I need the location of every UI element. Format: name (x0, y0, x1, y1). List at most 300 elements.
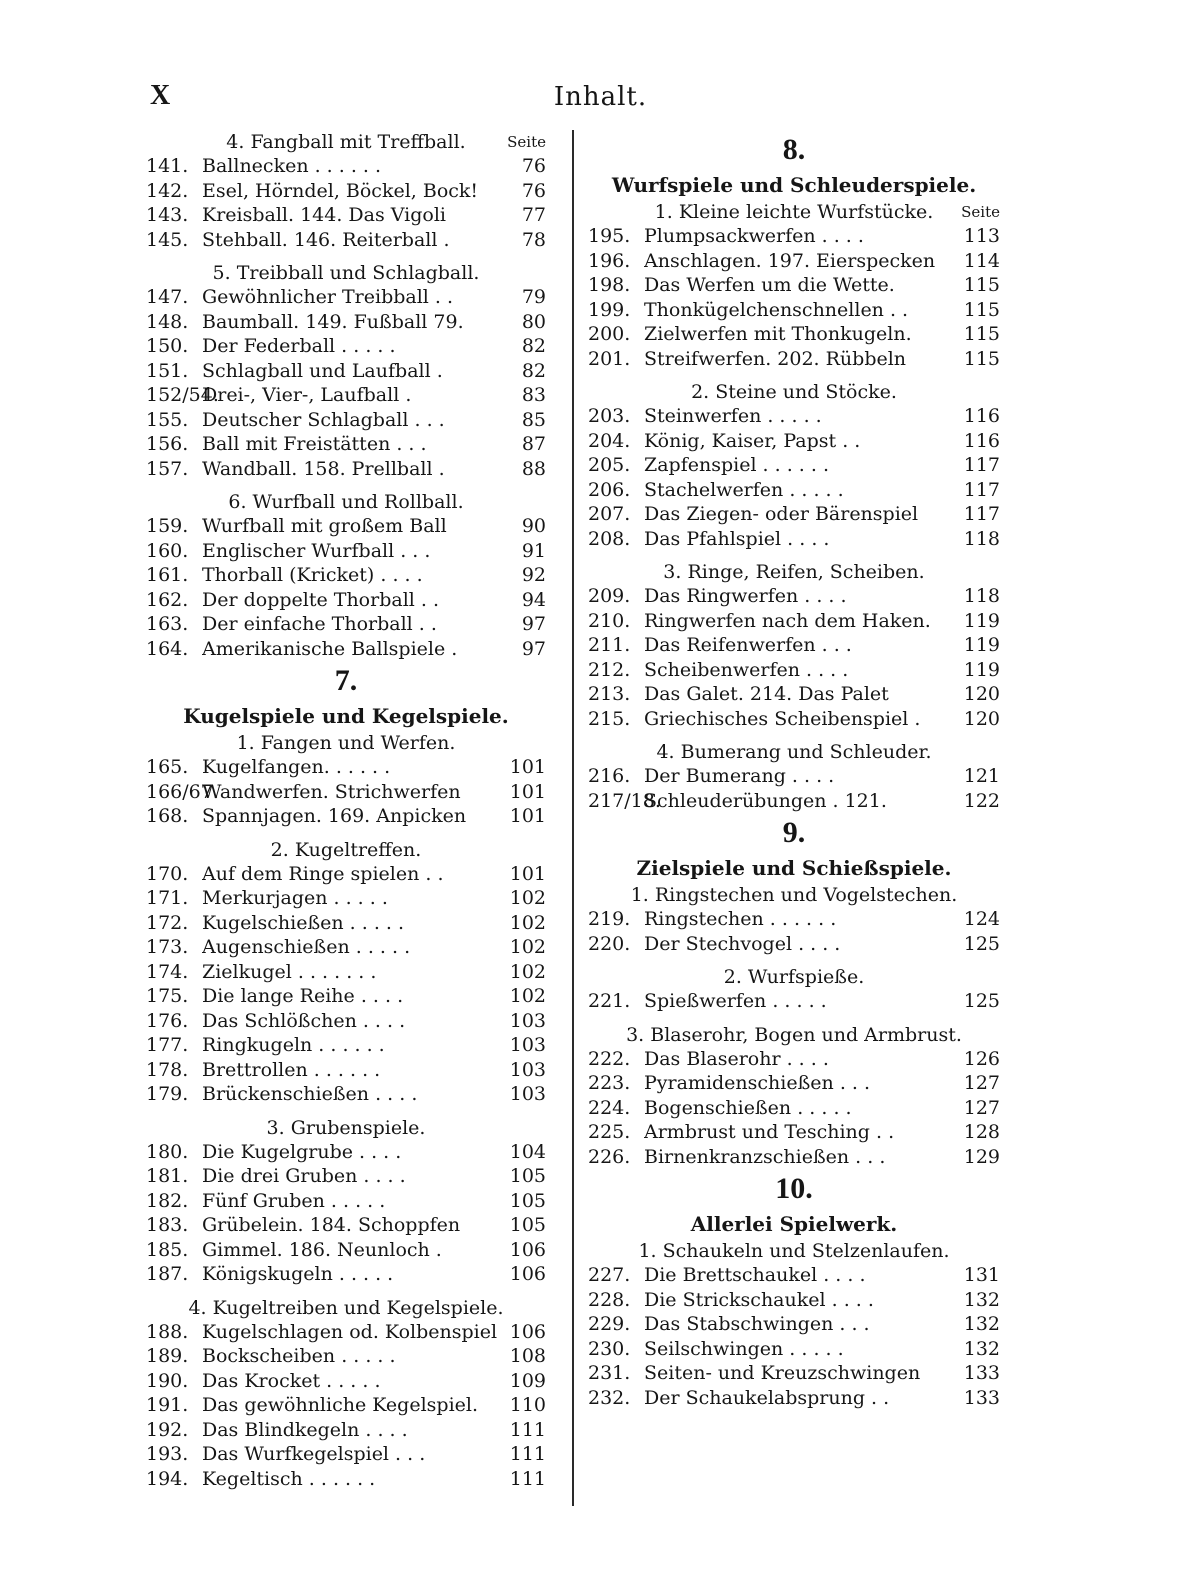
entry-title: Zielkugel . . . . . . . (202, 960, 377, 983)
entry-number: 213. (588, 683, 631, 705)
section-heading (146, 130, 546, 154)
entry-number: 192. (146, 1418, 189, 1441)
entry-number: 172. (146, 911, 189, 934)
chapter-number: 10. (775, 1172, 813, 1205)
entry-title: Das Ringwerfen . . . . (644, 585, 847, 607)
entry-number: 216. (588, 765, 631, 787)
entry-number: 164. (146, 637, 189, 660)
entry-page: 94 (521, 588, 546, 611)
toc-entry (146, 1164, 546, 1189)
entry-title: Das Krocket . . . . . (202, 1369, 381, 1392)
section-heading (588, 1239, 1000, 1263)
entry-page: 111 (509, 1443, 546, 1465)
entry-page: 105 (509, 1165, 546, 1187)
entry-number: 227. (588, 1264, 631, 1286)
entry-title: Der Stechvogel . . . . (644, 932, 841, 955)
section-heading-label: 2. Wurfspieße. (723, 966, 865, 988)
entry-page: 77 (521, 204, 546, 226)
entry-page: 121 (963, 765, 1000, 787)
section-heading-label: 4. Bumerang und Schleuder. (656, 741, 932, 763)
section-heading (146, 1296, 546, 1320)
toc-entry (146, 984, 546, 1009)
toc-entry (146, 1213, 546, 1238)
entry-number: 180. (146, 1140, 189, 1163)
entry-number: 198. (588, 274, 631, 296)
entry-page: 125 (963, 932, 1000, 955)
entry-number: 143. (146, 204, 189, 226)
entry-page: 113 (963, 225, 1000, 247)
spacer (146, 1107, 546, 1116)
toc-entry (146, 1140, 546, 1165)
entry-number: 232. (588, 1386, 631, 1409)
entry-page: 104 (509, 1140, 546, 1163)
entry-number: 145. (146, 228, 189, 251)
entry-page: 127 (963, 1072, 1000, 1094)
section-heading (588, 200, 1000, 224)
entry-title: Birnenkranzschießen . . . (644, 1145, 886, 1168)
toc-entry (588, 1337, 1000, 1362)
entry-title: Das Blaserohr . . . . (644, 1047, 829, 1070)
toc-entry (588, 1120, 1000, 1145)
entry-number: 215. (588, 707, 631, 730)
entry-title: Die Brettschaukel . . . . (644, 1264, 866, 1286)
entry-title: Baumball. 149. Fußball 79. (202, 310, 464, 333)
entry-page: 97 (521, 637, 546, 660)
toc-entry (146, 588, 546, 613)
entry-title: Gimmel. 186. Neunloch . (202, 1238, 442, 1261)
entry-title: Das Galet. 214. Das Palet (644, 683, 889, 705)
toc-entry (146, 1009, 546, 1034)
entry-title: Thorball (Kricket) . . . . (202, 564, 423, 586)
entry-title: Schleuderübungen . 121. (644, 789, 887, 812)
entry-page: 105 (509, 1189, 546, 1212)
toc-entry (588, 347, 1000, 372)
entry-number: 171. (146, 887, 189, 909)
entry-title: Zapfenspiel . . . . . . (644, 454, 829, 476)
toc-entry (588, 224, 1000, 249)
spacer (588, 371, 1000, 380)
entry-page: 90 (521, 515, 546, 537)
section-heading-label: 5. Treibball und Schlagball. (212, 262, 480, 284)
entry-page: 83 (521, 384, 546, 406)
entry-number: 200. (588, 323, 631, 345)
entry-number: 207. (588, 503, 631, 525)
entry-page: 120 (963, 683, 1000, 705)
toc-entry (588, 429, 1000, 454)
entry-title: Brückenschießen . . . . (202, 1083, 418, 1105)
entry-page: 132 (963, 1313, 1000, 1335)
section-heading (588, 1023, 1000, 1047)
entry-page: 106 (509, 1263, 546, 1285)
entry-page: 111 (509, 1418, 546, 1441)
entry-title: Merkurjagen . . . . . (202, 887, 388, 909)
entry-page: 82 (521, 359, 546, 382)
entry-title: Plumpsackwerfen . . . . (644, 225, 864, 247)
entry-number: 189. (146, 1345, 189, 1367)
toc-entry (588, 633, 1000, 658)
entry-title: Die lange Reihe . . . . (202, 985, 404, 1007)
entry-title: Wandball. 158. Prellball . (202, 457, 445, 480)
chapter-number: 9. (782, 816, 806, 849)
entry-title: Das Pfahlspiel . . . . (644, 527, 830, 550)
toc-entry (146, 1442, 546, 1467)
entry-number: 219. (588, 908, 631, 930)
entry-title: Ball mit Freistätten . . . (202, 433, 427, 455)
entry-page: 85 (521, 408, 546, 431)
entry-title: Kugelfangen. . . . . . (202, 756, 391, 778)
toc-entry (146, 1320, 546, 1345)
entry-title: Der Federball . . . . . (202, 335, 396, 357)
entry-page: 119 (963, 658, 1000, 681)
toc-entry (588, 527, 1000, 552)
entry-page: 127 (963, 1096, 1000, 1119)
entry-page: 102 (509, 887, 546, 909)
entry-title: König, Kaiser, Papst . . (644, 429, 861, 452)
toc-entry (588, 1047, 1000, 1072)
entry-title: Fünf Gruben . . . . . (202, 1189, 386, 1212)
entry-page: 111 (509, 1467, 546, 1490)
toc-entry (146, 514, 546, 539)
entry-title: Griechisches Scheibenspiel . (644, 707, 921, 730)
toc-entry (146, 154, 546, 179)
entry-page: 133 (963, 1386, 1000, 1409)
page-title: Inhalt. (553, 82, 648, 112)
entry-page: 118 (963, 585, 1000, 607)
entry-page: 78 (521, 228, 546, 251)
entry-number: 165. (146, 756, 189, 778)
entry-number: 161. (146, 564, 189, 586)
entry-page: 116 (963, 429, 1000, 452)
toc-entry (588, 707, 1000, 732)
toc-entry (588, 502, 1000, 527)
entry-title: Das Reifenwerfen . . . (644, 634, 852, 656)
spacer (146, 829, 546, 838)
entry-page: 106 (509, 1238, 546, 1261)
entry-page: 110 (509, 1394, 546, 1416)
chapter-title: Kugelspiele und Kegelspiele. (183, 704, 509, 728)
entry-page: 124 (963, 908, 1000, 930)
entry-title: Englischer Wurfball . . . (202, 539, 431, 562)
entry-number: 230. (588, 1337, 631, 1360)
entry-title: Das Werfen um die Wette. (644, 274, 895, 296)
entry-number: 142. (146, 179, 189, 202)
toc-entry (588, 682, 1000, 707)
entry-page: 108 (509, 1345, 546, 1367)
entry-number: 159. (146, 515, 189, 537)
entry-title: Esel, Hörndel, Böckel, Bock! (202, 179, 479, 202)
entry-title: Ballnecken . . . . . . (202, 155, 382, 177)
toc-entry (588, 1361, 1000, 1386)
toc-entry (588, 1071, 1000, 1096)
section-heading-label: 2. Kugeltreffen. (270, 838, 422, 861)
entry-page: 131 (963, 1264, 1000, 1286)
entry-title: Kugelschießen . . . . . (202, 911, 405, 934)
entry-number: 191. (146, 1394, 189, 1416)
entry-number: 199. (588, 298, 631, 321)
section-heading-label: 4. Kugeltreiben und Kegelspiele. (188, 1296, 504, 1319)
entry-title: Schlagball und Laufball . (202, 359, 443, 382)
section-heading (146, 731, 546, 755)
entry-title: Ringstechen . . . . . . (644, 908, 837, 930)
toc-entry (588, 1386, 1000, 1411)
entry-title: Kreisball. 144. Das Vigoli (202, 204, 446, 226)
chapter-number: 8. (782, 133, 806, 166)
entry-title: Das Schlößchen . . . . (202, 1009, 406, 1032)
entry-number: 194. (146, 1467, 189, 1490)
entry-number: 147. (146, 286, 189, 308)
entry-title: Das Wurfkegelspiel . . . (202, 1443, 426, 1465)
entry-number: 179. (146, 1083, 189, 1105)
entry-number: 195. (588, 225, 631, 247)
toc-entry (588, 1263, 1000, 1288)
toc-entry (146, 911, 546, 936)
entry-page: 115 (963, 298, 1000, 321)
toc-entry (146, 1393, 546, 1418)
entry-title: Königskugeln . . . . . (202, 1263, 394, 1285)
entry-number: 204. (588, 429, 631, 452)
entry-number: 228. (588, 1288, 631, 1311)
spacer (146, 481, 546, 490)
toc-entry (588, 907, 1000, 932)
toc-entry (588, 249, 1000, 274)
entry-page: 118 (963, 527, 1000, 550)
entry-number: 148. (146, 310, 189, 333)
entry-title: Die Kugelgrube . . . . (202, 1140, 402, 1163)
entry-title: Augenschießen . . . . . (202, 936, 411, 958)
entry-page: 102 (509, 985, 546, 1007)
entry-number: 170. (146, 862, 189, 885)
toc-entry (588, 789, 1000, 814)
toc-entry (588, 1145, 1000, 1170)
section-heading (588, 740, 1000, 764)
entry-number: 176. (146, 1009, 189, 1032)
entry-title: Pyramidenschießen . . . (644, 1072, 871, 1094)
toc-entry (146, 408, 546, 433)
entry-number: 177. (146, 1034, 189, 1056)
section-heading-label: 3. Ringe, Reifen, Scheiben. (663, 561, 925, 583)
toc-entry (588, 584, 1000, 609)
entry-number: 206. (588, 478, 631, 501)
toc-entry (146, 1262, 546, 1287)
entry-page: 129 (963, 1145, 1000, 1168)
section-heading-label: 1. Kleine leichte Wurfstücke. (654, 201, 934, 223)
entry-title: Anschlagen. 197. Eierspecken (644, 249, 936, 272)
entry-number: 190. (146, 1369, 189, 1392)
entry-number: 222. (588, 1047, 631, 1070)
entry-number: 174. (146, 960, 189, 983)
entry-number: 205. (588, 454, 631, 476)
entry-number: 210. (588, 609, 631, 632)
entry-title: Kugelschlagen od. Kolbenspiel (202, 1320, 498, 1343)
entry-number: 217/18. (588, 789, 661, 812)
toc-entry (146, 563, 546, 588)
entry-page: 126 (963, 1047, 1000, 1070)
toc-entry (588, 989, 1000, 1014)
entry-number: 203. (588, 405, 631, 427)
toc-column-right (588, 130, 1000, 1410)
toc-entry (588, 478, 1000, 503)
toc-entry (146, 539, 546, 564)
entry-title: Das Stabschwingen . . . (644, 1313, 870, 1335)
entry-title: Thonkügelchenschnellen . . (644, 298, 909, 321)
entry-number: 193. (146, 1443, 189, 1465)
toc-entry (146, 383, 546, 408)
toc-entry (588, 932, 1000, 957)
toc-entry (146, 203, 546, 228)
section-heading (146, 490, 546, 514)
toc-entry (146, 228, 546, 253)
chapter-title: Wurfspiele und Schleuderspiele. (611, 173, 977, 197)
entry-page: 116 (963, 405, 1000, 427)
entry-number: 188. (146, 1320, 189, 1343)
page-number: X (150, 80, 171, 111)
entry-title: Zielwerfen mit Thonkugeln. (644, 323, 912, 345)
entry-number: 208. (588, 527, 631, 550)
toc-entry (146, 1238, 546, 1263)
entry-number: 156. (146, 433, 189, 455)
page-column-label: Seite (961, 203, 1000, 221)
entry-number: 151. (146, 359, 189, 382)
spacer (588, 956, 1000, 965)
toc-entry (588, 1288, 1000, 1313)
section-heading (588, 560, 1000, 584)
toc-entry (146, 1369, 546, 1394)
entry-number: 229. (588, 1313, 631, 1335)
entry-page: 102 (509, 960, 546, 983)
entry-title: Auf dem Ringe spielen . . (202, 862, 444, 885)
toc-entry (588, 764, 1000, 789)
toc-entry (588, 1096, 1000, 1121)
entry-number: 209. (588, 585, 631, 607)
entry-title: Stehball. 146. Reiterball . (202, 228, 450, 251)
chapter-title: Zielspiele und Schießspiele. (636, 856, 952, 880)
entry-number: 168. (146, 805, 189, 827)
entry-title: Steinwerfen . . . . . (644, 405, 822, 427)
toc-entry (146, 1058, 546, 1083)
entry-page: 76 (521, 155, 546, 177)
spacer (588, 731, 1000, 740)
entry-number: 231. (588, 1362, 631, 1384)
entry-page: 82 (521, 335, 546, 357)
toc-entry (588, 322, 1000, 347)
toc-entry (588, 658, 1000, 683)
section-heading (588, 965, 1000, 989)
entry-title: Ringwerfen nach dem Haken. (644, 609, 931, 632)
entry-title: Der einfache Thorball . . (202, 613, 437, 635)
entry-page: 132 (963, 1288, 1000, 1311)
entry-title: Brettrollen . . . . . . (202, 1058, 381, 1081)
section-heading-label: 6. Wurfball und Rollball. (228, 491, 464, 513)
spacer (146, 252, 546, 261)
toc-entry (146, 637, 546, 662)
section-heading-label: 2. Steine und Stöcke. (691, 381, 897, 403)
entry-page: 115 (963, 347, 1000, 370)
column-divider (572, 130, 574, 1506)
entry-page: 106 (509, 1320, 546, 1343)
entry-title: Drei-, Vier-, Laufball . (202, 384, 412, 406)
entry-page: 122 (963, 789, 1000, 812)
entry-number: 150. (146, 335, 189, 357)
section-heading-label: 3. Blaserohr, Bogen und Armbrust. (626, 1023, 962, 1046)
section-heading-label: 4. Fangball mit Treffball. (226, 131, 466, 153)
entry-page: 102 (509, 936, 546, 958)
entry-number: 223. (588, 1072, 631, 1094)
entry-page: 103 (509, 1034, 546, 1056)
entry-title: Der Bumerang . . . . (644, 765, 835, 787)
entry-number: 211. (588, 634, 631, 656)
entry-page: 103 (509, 1058, 546, 1081)
entry-page: 125 (963, 990, 1000, 1012)
toc-entry (588, 404, 1000, 429)
entry-title: Ringkugeln . . . . . . (202, 1034, 385, 1056)
entry-title: Wurfball mit großem Ball (202, 515, 447, 537)
toc-entry (146, 1344, 546, 1369)
entry-number: 187. (146, 1263, 189, 1285)
entry-title: Armbrust und Tesching . . (644, 1121, 895, 1143)
entry-title: Das Blindkegeln . . . . (202, 1418, 408, 1441)
section-heading-label: 1. Fangen und Werfen. (236, 732, 456, 754)
chapter-number: 7. (334, 664, 358, 697)
entry-title: Die Strickschaukel . . . . (644, 1288, 874, 1311)
toc-column-left (146, 130, 546, 1491)
toc-entry (146, 179, 546, 204)
entry-page: 105 (509, 1214, 546, 1236)
entry-title: Amerikanische Ballspiele . (202, 637, 458, 660)
entry-title: Das gewöhnliche Kegelspiel. (202, 1394, 479, 1416)
entry-number: 178. (146, 1058, 189, 1081)
entry-number: 183. (146, 1214, 189, 1236)
spacer (146, 1287, 546, 1296)
entry-title: Stachelwerfen . . . . . (644, 478, 844, 501)
section-heading-label: 3. Grubenspiele. (266, 1116, 426, 1139)
entry-number: 220. (588, 932, 631, 955)
entry-number: 173. (146, 936, 189, 958)
toc-entry (146, 935, 546, 960)
section-heading-label: 1. Ringstechen und Vogelstechen. (630, 884, 958, 906)
entry-number: 225. (588, 1121, 631, 1143)
entry-number: 226. (588, 1145, 631, 1168)
toc-entry (146, 1033, 546, 1058)
entry-title: Spießwerfen . . . . . (644, 990, 827, 1012)
toc-entry (146, 1189, 546, 1214)
toc-entry (588, 609, 1000, 634)
entry-page: 87 (521, 433, 546, 455)
entry-title: Das Ziegen- oder Bärenspiel (644, 503, 919, 525)
toc-entry (588, 453, 1000, 478)
entry-page: 133 (963, 1362, 1000, 1384)
entry-page: 128 (963, 1121, 1000, 1143)
entry-title: Wandwerfen. Strichwerfen (202, 780, 461, 803)
entry-title: Spannjagen. 169. Anpicken (202, 805, 467, 827)
entry-number: 152/54. (146, 384, 219, 406)
toc-entry (146, 755, 546, 780)
entry-page: 117 (963, 478, 1000, 501)
section-heading (588, 380, 1000, 404)
entry-title: Der Schaukelabsprung . . (644, 1386, 890, 1409)
entry-page: 119 (963, 609, 1000, 632)
entry-page: 101 (509, 862, 546, 885)
entry-page: 101 (509, 780, 546, 803)
toc-entry (146, 334, 546, 359)
toc-entry (146, 359, 546, 384)
section-heading-label: 1. Schaukeln und Stelzenlaufen. (638, 1240, 950, 1262)
entry-page: 119 (963, 634, 1000, 656)
entry-number: 212. (588, 658, 631, 681)
entry-title: Kegeltisch . . . . . . (202, 1467, 376, 1490)
entry-title: Bockscheiben . . . . . (202, 1345, 396, 1367)
entry-number: 182. (146, 1189, 189, 1212)
toc-entry (146, 862, 546, 887)
